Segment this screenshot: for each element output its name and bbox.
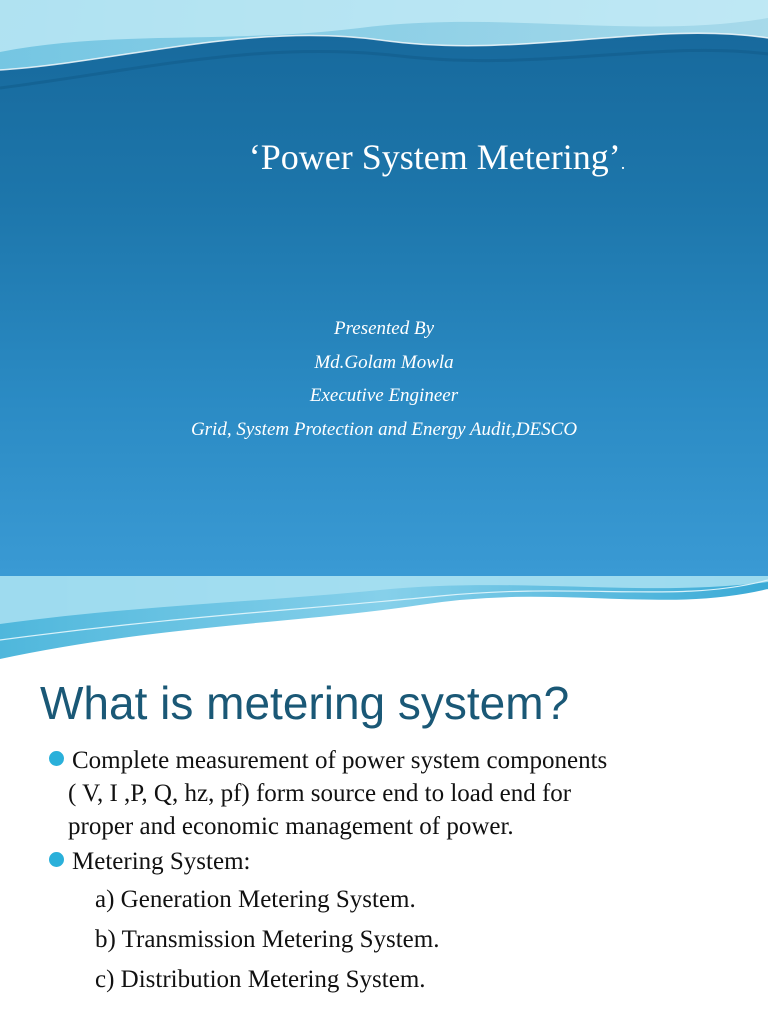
bullet-dot-icon — [49, 852, 64, 867]
presentation-title — [0, 136, 768, 178]
presented-by-label: Presented By — [333, 318, 435, 339]
bullet-line: ( V, I ,P, Q, hz, pf) form source end to load end for — [68, 780, 572, 807]
bullet-line: Metering System: — [72, 848, 251, 875]
presenter-info — [0, 312, 768, 446]
content-slide — [0, 576, 768, 1024]
bullet-text — [68, 744, 768, 843]
presenter-organization: Grid, System Protection and Energy Audit,DESCO — [190, 418, 578, 440]
bullet-line: proper and economic management of power. — [68, 813, 514, 840]
bullet-text — [72, 845, 768, 878]
wave-decoration — [0, 576, 768, 676]
bullet-dot-icon — [49, 751, 64, 766]
title-text: ‘Power System Metering’ — [248, 137, 621, 177]
sub-item: a) Generation Metering System. — [95, 886, 416, 913]
sub-item: c) Distribution Metering System. — [95, 966, 426, 993]
slide-body — [0, 744, 768, 1000]
slide-heading: What is metering system? — [40, 677, 570, 729]
presenter-position: Executive Engineer — [309, 385, 459, 406]
presenter-name: Md.Golam Mowla — [314, 351, 454, 373]
bullet-item — [0, 845, 768, 878]
bullet-item — [0, 744, 768, 843]
sub-item: b) Transmission Metering System. — [95, 926, 440, 953]
bullet-line: Complete measurement of power system components — [72, 747, 608, 774]
title-period: . — [620, 153, 626, 173]
